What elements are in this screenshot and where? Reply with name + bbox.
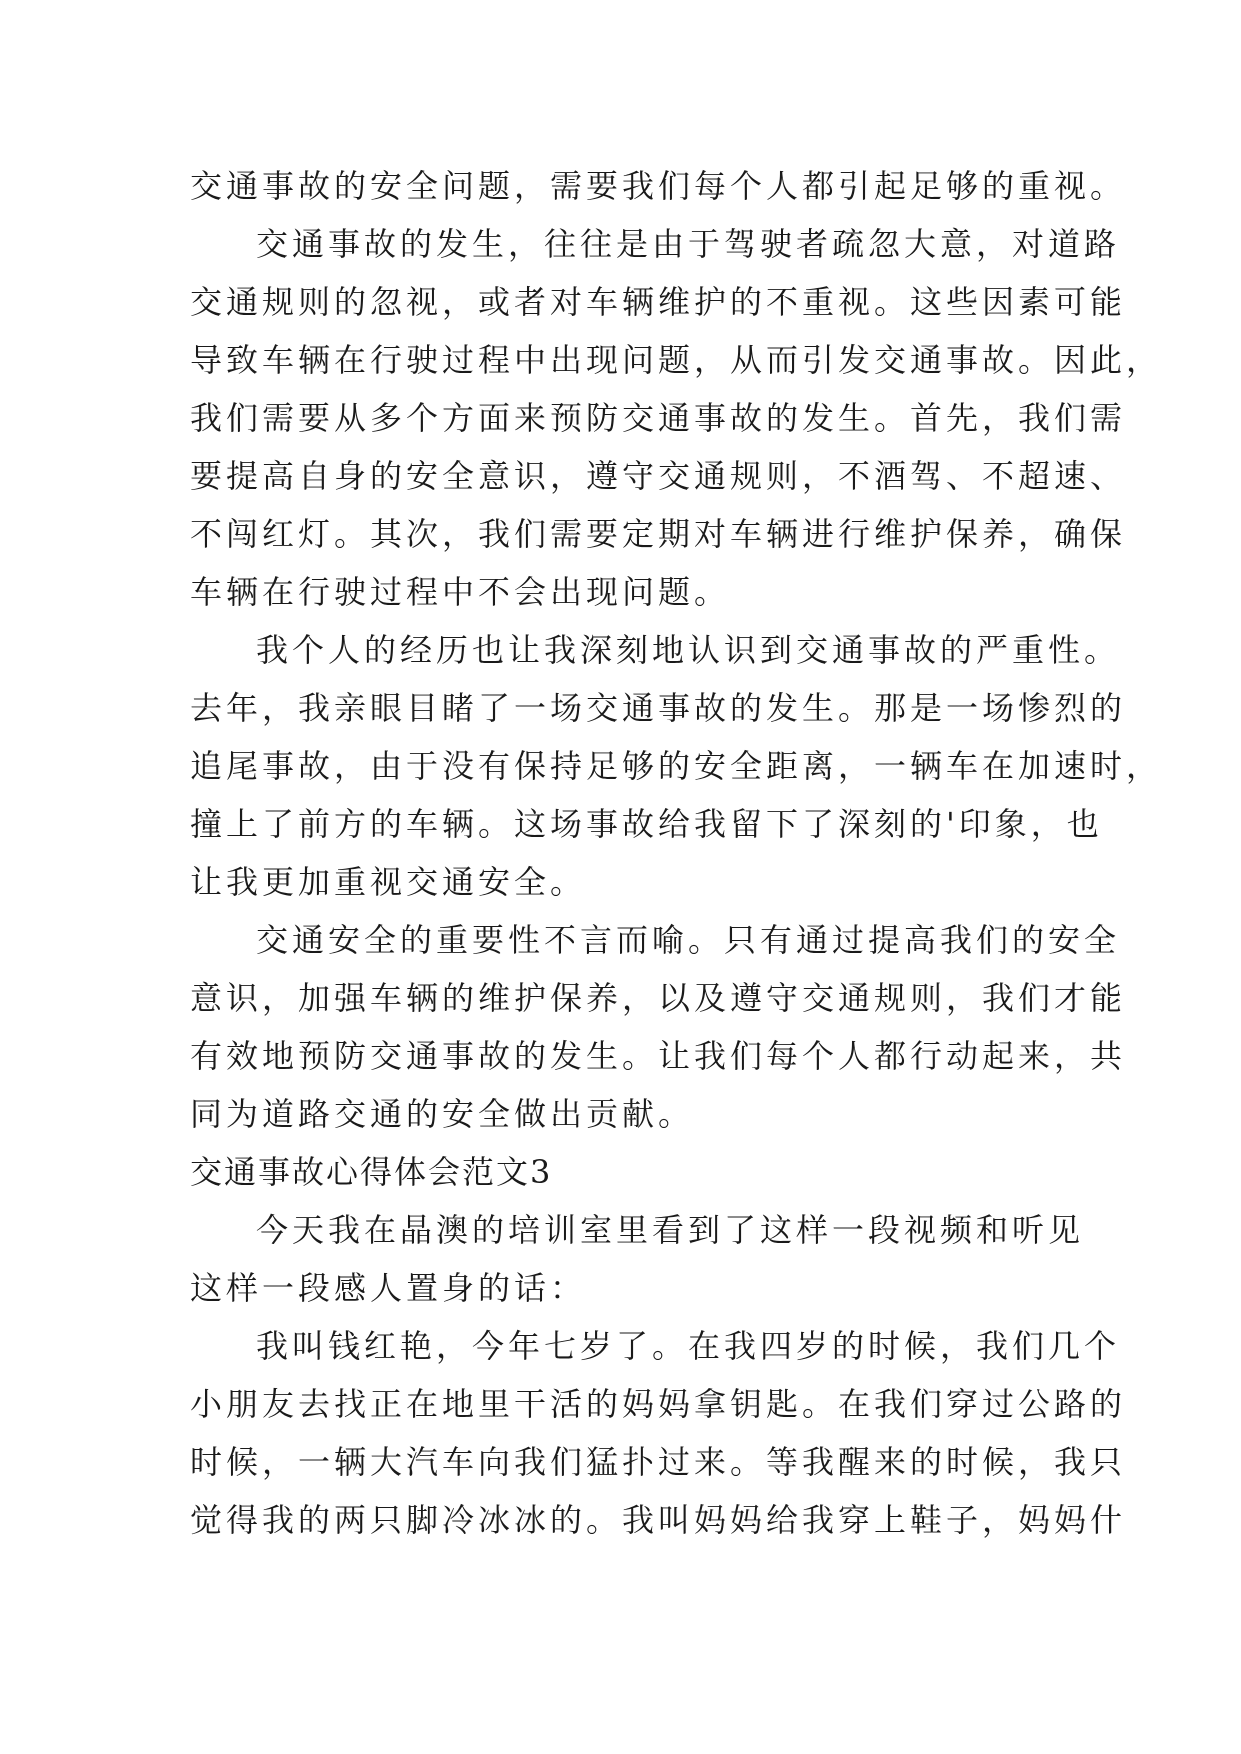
text-line: 撞上了前方的车辆。这场事故给我留下了深刻的'印象，也 xyxy=(190,805,1103,843)
text-line: 去年，我亲眼目睹了一场交通事故的发生。那是一场惨烈的 xyxy=(190,689,1127,727)
text-line: 导致车辆在行驶过程中出现问题，从而引发交通事故。因此， xyxy=(190,341,1163,379)
text-line: 让我更加重视交通安全。 xyxy=(190,863,587,901)
text-line: 追尾事故，由于没有保持足够的安全距离，一辆车在加速时， xyxy=(190,747,1163,785)
text-line: 这样一段感人置身的话： xyxy=(190,1269,587,1307)
text-line: 不闯红灯。其次，我们需要定期对车辆进行维护保养，确保 xyxy=(190,515,1127,553)
paragraph-first-line: 今天我在晶澳的培训室里看到了这样一段视频和听见 xyxy=(256,1211,1085,1249)
section-heading: 交通事故心得体会范文3 xyxy=(190,1153,553,1191)
text-line: 车辆在行驶过程中不会出现问题。 xyxy=(190,573,731,611)
text-line: 有效地预防交通事故的发生。让我们每个人都行动起来，共 xyxy=(190,1037,1127,1075)
text-line: 要提高自身的安全意识，遵守交通规则，不酒驾、不超速、 xyxy=(190,457,1127,495)
text-line: 我们需要从多个方面来预防交通事故的发生。首先，我们需 xyxy=(190,399,1127,437)
text-line: 时候，一辆大汽车向我们猛扑过来。等我醒来的时候，我只 xyxy=(190,1443,1127,1481)
text-line: 交通事故的安全问题，需要我们每个人都引起足够的重视。 xyxy=(190,167,1127,205)
paragraph-first-line: 交通安全的重要性不言而喻。只有通过提高我们的安全 xyxy=(256,921,1121,959)
paragraph-first-line: 交通事故的发生，往往是由于驾驶者疏忽大意，对道路 xyxy=(256,225,1121,263)
text-line: 同为道路交通的安全做出贡献。 xyxy=(190,1095,695,1133)
text-line: 觉得我的两只脚冷冰冰的。我叫妈妈给我穿上鞋子，妈妈什 xyxy=(190,1501,1127,1539)
text-line: 意识，加强车辆的维护保养，以及遵守交通规则，我们才能 xyxy=(190,979,1127,1017)
paragraph-first-line: 我叫钱红艳，今年七岁了。在我四岁的时候，我们几个 xyxy=(256,1327,1121,1365)
text-line: 交通规则的忽视，或者对车辆维护的不重视。这些因素可能 xyxy=(190,283,1127,321)
text-line: 小朋友去找正在地里干活的妈妈拿钥匙。在我们穿过公路的 xyxy=(190,1385,1127,1423)
paragraph-first-line: 我个人的经历也让我深刻地认识到交通事故的严重性。 xyxy=(256,631,1121,669)
